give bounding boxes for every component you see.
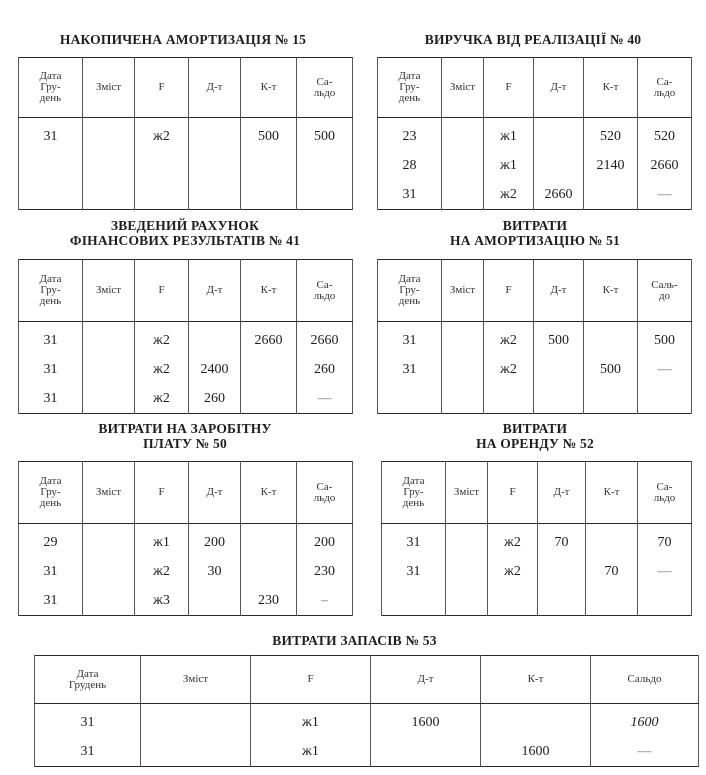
cell-content <box>141 737 251 767</box>
table-row <box>382 524 692 558</box>
cell-credit <box>241 151 297 180</box>
header-date: Дата Грудень <box>35 656 141 704</box>
account-51-table <box>377 259 692 414</box>
cell-folio: ж3 <box>135 586 189 616</box>
table-row <box>19 384 353 414</box>
header-content: Зміст <box>442 58 484 118</box>
cell-content <box>83 557 135 586</box>
cell-folio: ж2 <box>135 355 189 384</box>
header-content: Зміст <box>83 58 135 118</box>
table-row <box>378 118 692 152</box>
header-folio: F <box>484 58 534 118</box>
cell-credit: 230 <box>241 586 297 616</box>
cell-debit <box>538 586 586 616</box>
header-content: Зміст <box>83 260 135 322</box>
cell-content <box>83 180 135 210</box>
table-row <box>19 586 353 616</box>
account-15-title: НАКОПИЧЕНА АМОРТИЗАЦІЯ № 15 <box>59 32 307 47</box>
cell-content <box>83 586 135 616</box>
cell-date: 31 <box>19 118 83 152</box>
table-row <box>378 180 692 210</box>
header-credit: К-т <box>241 462 297 524</box>
cell-debit <box>534 118 584 152</box>
header-date: Дата Гру- день <box>378 58 442 118</box>
account-15-table <box>18 57 353 210</box>
header-date: Дата Гру- день <box>19 260 83 322</box>
cell-credit <box>584 322 638 356</box>
header-folio: F <box>484 260 534 322</box>
cell-folio: ж1 <box>135 524 189 558</box>
header-balance: Са- льдо <box>638 462 692 524</box>
cell-balance: 200 <box>297 524 353 558</box>
header-content: Зміст <box>141 656 251 704</box>
account-53-title: ВИТРАТИ ЗАПАСІВ № 53 <box>272 633 437 648</box>
cell-balance: — <box>638 557 692 586</box>
table-row <box>19 151 353 180</box>
cell-credit: 500 <box>584 355 638 384</box>
cell-debit: 30 <box>189 557 241 586</box>
header-debit: Д-т <box>538 462 586 524</box>
table-row <box>19 524 353 558</box>
cell-content <box>83 384 135 414</box>
cell-folio: ж1 <box>251 704 371 738</box>
cell-folio: ж1 <box>251 737 371 767</box>
cell-debit <box>189 180 241 210</box>
cell-folio: ж2 <box>488 557 538 586</box>
table-row <box>19 322 353 356</box>
cell-credit <box>241 355 297 384</box>
cell-folio: ж2 <box>488 524 538 558</box>
cell-folio: ж2 <box>484 322 534 356</box>
table-row <box>19 355 353 384</box>
cell-credit: 2660 <box>241 322 297 356</box>
cell-balance: 2660 <box>638 151 692 180</box>
cell-debit: 1600 <box>371 704 481 738</box>
cell-credit <box>584 180 638 210</box>
cell-credit <box>481 704 591 738</box>
cell-debit <box>371 737 481 767</box>
table-row <box>382 557 692 586</box>
cell-date <box>19 180 83 210</box>
header-credit: К-т <box>241 58 297 118</box>
account-41-table <box>18 259 353 414</box>
cell-debit: 2660 <box>534 180 584 210</box>
header-content: Зміст <box>446 462 488 524</box>
cell-credit: 500 <box>241 118 297 152</box>
cell-content <box>446 524 488 558</box>
cell-folio <box>135 180 189 210</box>
cell-content <box>442 322 484 356</box>
header-balance: Са- льдо <box>638 58 692 118</box>
cell-date: 31 <box>378 355 442 384</box>
cell-folio: ж1 <box>484 151 534 180</box>
cell-debit <box>189 586 241 616</box>
account-50-title: ВИТРАТИ НА ЗАРОБІТНУ ПЛАТУ № 50 <box>98 421 272 451</box>
table-row <box>382 586 692 616</box>
cell-debit <box>534 355 584 384</box>
account-50-table <box>18 461 353 616</box>
header-balance: Сальдо <box>591 656 699 704</box>
cell-credit <box>241 180 297 210</box>
cell-credit <box>241 384 297 414</box>
header-date: Дата Гру- день <box>382 462 446 524</box>
account-51-title: ВИТРАТИ НА АМОРТИЗАЦІЮ № 51 <box>450 218 620 248</box>
cell-credit <box>586 586 638 616</box>
account-52-table <box>381 461 692 616</box>
header-date: Дата Гру- день <box>19 462 83 524</box>
cell-debit: 260 <box>189 384 241 414</box>
cell-content <box>442 384 484 414</box>
cell-balance <box>638 586 692 616</box>
cell-content <box>83 322 135 356</box>
account-41-title: ЗВЕДЕНИЙ РАХУНОК ФІНАНСОВИХ РЕЗУЛЬТАТІВ № 41 <box>69 218 301 248</box>
cell-balance: 1600 <box>591 704 699 738</box>
cell-folio: ж2 <box>135 384 189 414</box>
table-row <box>19 557 353 586</box>
header-folio: F <box>135 462 189 524</box>
cell-debit <box>538 557 586 586</box>
table-row <box>19 118 353 152</box>
header-balance: Саль- до <box>638 260 692 322</box>
cell-content <box>446 586 488 616</box>
cell-date: 31 <box>19 586 83 616</box>
header-debit: Д-т <box>534 58 584 118</box>
cell-debit <box>189 322 241 356</box>
cell-credit <box>584 384 638 414</box>
table-row <box>378 384 692 414</box>
cell-date: 31 <box>19 355 83 384</box>
cell-balance: 230 <box>297 557 353 586</box>
header-credit: К-т <box>584 260 638 322</box>
table-row <box>35 704 699 738</box>
cell-balance <box>297 151 353 180</box>
cell-debit: 500 <box>534 322 584 356</box>
cell-balance: — <box>638 355 692 384</box>
table-row <box>378 322 692 356</box>
cell-folio: ж2 <box>135 322 189 356</box>
cell-date: 31 <box>35 737 141 767</box>
cell-balance: 2660 <box>297 322 353 356</box>
cell-folio <box>488 586 538 616</box>
cell-date <box>378 384 442 414</box>
cell-content <box>141 704 251 738</box>
cell-date: 31 <box>19 384 83 414</box>
cell-date <box>382 586 446 616</box>
cell-credit <box>241 557 297 586</box>
cell-date <box>19 151 83 180</box>
header-date: Дата Гру- день <box>378 260 442 322</box>
cell-debit: 70 <box>538 524 586 558</box>
cell-balance: — <box>638 180 692 210</box>
header-date: Дата Гру- день <box>19 58 83 118</box>
header-credit: К-т <box>241 260 297 322</box>
header-debit: Д-т <box>371 656 481 704</box>
cell-credit: 2140 <box>584 151 638 180</box>
cell-folio: ж2 <box>484 180 534 210</box>
cell-balance: — <box>297 384 353 414</box>
header-debit: Д-т <box>189 58 241 118</box>
cell-balance: 260 <box>297 355 353 384</box>
table-row <box>35 737 699 767</box>
cell-content <box>83 151 135 180</box>
cell-date: 31 <box>382 557 446 586</box>
cell-date: 31 <box>378 322 442 356</box>
cell-content <box>83 355 135 384</box>
cell-date: 29 <box>19 524 83 558</box>
cell-folio: ж1 <box>484 118 534 152</box>
cell-content <box>83 524 135 558</box>
cell-folio: ж2 <box>484 355 534 384</box>
cell-debit <box>534 384 584 414</box>
cell-folio: ж2 <box>135 557 189 586</box>
table-row <box>378 151 692 180</box>
table-row <box>378 355 692 384</box>
cell-content <box>442 355 484 384</box>
cell-folio <box>135 151 189 180</box>
cell-balance: 500 <box>297 118 353 152</box>
cell-folio: ж2 <box>135 118 189 152</box>
cell-content <box>442 151 484 180</box>
cell-debit: 200 <box>189 524 241 558</box>
header-content: Зміст <box>83 462 135 524</box>
cell-date: 31 <box>378 180 442 210</box>
header-folio: F <box>135 260 189 322</box>
cell-balance <box>638 384 692 414</box>
account-52-title: ВИТРАТИ НА ОРЕНДУ № 52 <box>476 421 594 451</box>
cell-credit: 70 <box>586 557 638 586</box>
cell-content <box>442 180 484 210</box>
cell-credit <box>586 524 638 558</box>
cell-date: 31 <box>19 322 83 356</box>
header-balance: Са- льдо <box>297 260 353 322</box>
cell-content <box>83 118 135 152</box>
cell-date: 31 <box>19 557 83 586</box>
table-row <box>19 180 353 210</box>
header-debit: Д-т <box>534 260 584 322</box>
header-folio: F <box>488 462 538 524</box>
header-content: Зміст <box>442 260 484 322</box>
cell-date: 28 <box>378 151 442 180</box>
cell-debit: 2400 <box>189 355 241 384</box>
cell-balance: — <box>591 737 699 767</box>
header-balance: Са- льдо <box>297 58 353 118</box>
cell-balance: 520 <box>638 118 692 152</box>
cell-content <box>442 118 484 152</box>
account-53-table <box>34 655 699 767</box>
cell-debit <box>534 151 584 180</box>
cell-balance <box>297 180 353 210</box>
cell-folio <box>484 384 534 414</box>
header-balance: Са- льдо <box>297 462 353 524</box>
cell-credit <box>241 524 297 558</box>
header-credit: К-т <box>481 656 591 704</box>
cell-debit <box>189 118 241 152</box>
cell-date: 31 <box>382 524 446 558</box>
header-folio: F <box>135 58 189 118</box>
cell-date: 31 <box>35 704 141 738</box>
cell-credit: 1600 <box>481 737 591 767</box>
cell-content <box>446 557 488 586</box>
header-credit: К-т <box>586 462 638 524</box>
account-40-table <box>377 57 692 210</box>
header-debit: Д-т <box>189 260 241 322</box>
cell-balance: – <box>297 586 353 616</box>
cell-debit <box>189 151 241 180</box>
cell-credit: 520 <box>584 118 638 152</box>
cell-balance: 70 <box>638 524 692 558</box>
cell-balance: 500 <box>638 322 692 356</box>
header-debit: Д-т <box>189 462 241 524</box>
header-folio: F <box>251 656 371 704</box>
account-40-title: ВИРУЧКА ВІД РЕАЛІЗАЦІЇ № 40 <box>424 32 642 47</box>
cell-date: 23 <box>378 118 442 152</box>
header-credit: К-т <box>584 58 638 118</box>
